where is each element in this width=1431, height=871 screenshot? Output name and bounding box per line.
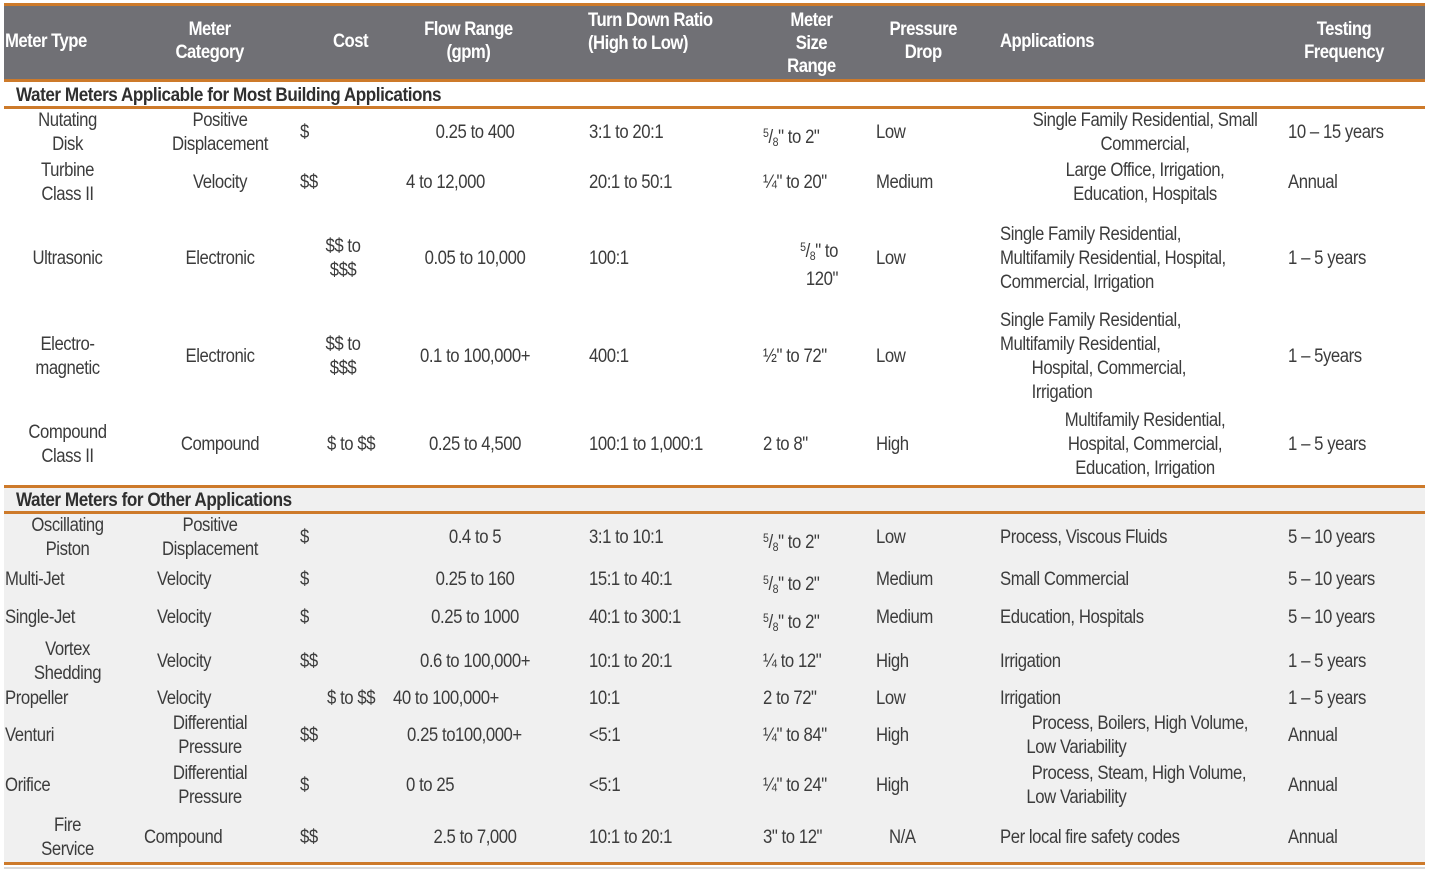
cell-line: Shedding [33, 663, 102, 684]
cell-line: Single-Jet [5, 607, 75, 628]
cell-line: High [876, 725, 909, 746]
cell-line: 100:1 to 1,000:1 [589, 434, 703, 455]
cell-pressure [876, 774, 909, 798]
cell-line: Multifamily Residential, [1000, 334, 1161, 355]
cell-line: 1 – 5years [1288, 346, 1362, 367]
cell-line: 0.25 to100,000+ [407, 725, 522, 746]
cell-line: $^5/_8$" to 2" [763, 611, 820, 634]
cell-line: Class II [41, 446, 94, 467]
cell-type [5, 687, 68, 711]
cell-type [5, 774, 50, 798]
cell-size [763, 774, 827, 798]
cell-line: <5:1 [589, 725, 621, 746]
cell-line: Medium [876, 172, 933, 193]
cell-line: Velocity [157, 569, 212, 590]
page-edge-line [4, 867, 1425, 869]
cell-cost [300, 724, 318, 748]
cell-line: Process, Boilers, High Volume, [1031, 713, 1249, 734]
cell-flow [393, 687, 499, 711]
cell-size [763, 650, 821, 674]
cell-line: 1 – 5 years [1288, 651, 1366, 672]
cell-type [13, 247, 123, 271]
cell-line: 4 to 12,000 [406, 172, 485, 193]
cell-line: 100:1 [589, 248, 629, 269]
column-header-line: Turn Down Ratio [588, 10, 713, 31]
cell-testing [1288, 345, 1362, 369]
cell-cost [300, 171, 318, 195]
cell-line: 120" [805, 269, 838, 290]
cell-line: Propeller [5, 688, 68, 709]
cell-cost [300, 606, 309, 630]
cell-applications [1017, 109, 1272, 157]
cell-line: $ [300, 122, 309, 143]
cell-line: Hospital, Commercial, [1067, 434, 1223, 455]
cell-testing [1288, 826, 1337, 850]
cell-line: 0.1 to 100,000+ [419, 346, 531, 367]
cell-line: Irrigation [1000, 651, 1061, 672]
cell-line: Medium [876, 569, 933, 590]
cell-line: Multifamily Residential, Hospital, [1000, 248, 1226, 269]
cell-turndown [589, 121, 663, 145]
cell-size [763, 121, 819, 154]
section-title-building: Water Meters Applicable for Most Building Applications [16, 85, 442, 106]
cell-line: Electronic [185, 248, 255, 269]
cell-size [763, 568, 819, 601]
cell-line: Large Office, Irrigation, [1065, 160, 1225, 181]
column-header-pressure [888, 18, 958, 64]
column-header-turndown [588, 9, 713, 55]
cell-line: Fire [53, 815, 82, 836]
column-header-line: Testing [1316, 19, 1372, 40]
cell-category [167, 345, 273, 369]
cell-pressure [876, 568, 933, 592]
cell-line: Irrigation [1031, 382, 1093, 403]
cell-line: $ [300, 607, 309, 628]
cell-line: Small Commercial [1000, 569, 1129, 590]
cell-testing [1288, 568, 1375, 592]
cell-line: Velocity [192, 172, 248, 193]
cell-line: Pressure [178, 737, 242, 758]
cell-line: 1 – 5 years [1288, 688, 1366, 709]
cell-turndown [589, 606, 681, 630]
column-header-line: Applications [1000, 31, 1094, 52]
cell-line: $$ to [325, 236, 361, 257]
cell-line: 10:1 to 20:1 [589, 827, 673, 848]
cell-pressure [876, 687, 905, 711]
cell-line: 400:1 [589, 346, 629, 367]
cell-turndown [589, 247, 629, 271]
cell-applications [1000, 650, 1061, 674]
cell-line: Compound [144, 827, 223, 848]
cell-line: 0.25 to 1000 [431, 607, 519, 628]
cell-category [167, 171, 273, 195]
column-header-category [170, 18, 249, 64]
cell-type [13, 814, 123, 862]
cell-line: 3:1 to 10:1 [589, 527, 664, 548]
cell-line: Oscillating [31, 515, 104, 536]
cell-size [763, 826, 822, 850]
cell-flow [409, 568, 541, 592]
column-header-line: Frequency [1304, 42, 1384, 63]
column-header-type [5, 30, 87, 53]
cell-applications [1017, 409, 1272, 481]
cell-pressure [876, 650, 909, 674]
cell-line: Education, Irrigation [1075, 458, 1215, 479]
column-header-line: Meter [188, 19, 231, 40]
cell-flow [409, 526, 541, 550]
cell-flow [409, 650, 541, 674]
cell-testing [1288, 121, 1384, 145]
cell-line: 40 to 100,000+ [393, 688, 499, 709]
cell-line: 0.25 to 400 [435, 122, 515, 143]
cell-applications [1000, 687, 1061, 711]
cell-line: 5 – 10 years [1288, 569, 1375, 590]
cell-size [763, 171, 827, 195]
cell-line: Velocity [157, 607, 212, 628]
cell-line: $ to $$ [327, 688, 376, 709]
cell-testing [1288, 247, 1366, 271]
cell-category [157, 650, 211, 674]
cell-line: Education, Hospitals [1073, 184, 1217, 205]
cell-flow [409, 121, 541, 145]
cell-line: High [876, 651, 909, 672]
cell-line: Compound [180, 434, 260, 455]
cell-line: 2 to 72" [763, 688, 817, 709]
cell-type [5, 724, 54, 748]
column-header-line: Meter Type [5, 31, 87, 52]
cell-applications [1000, 826, 1180, 850]
cell-turndown [589, 568, 672, 592]
cell-turndown [589, 650, 672, 674]
cell-turndown [589, 687, 620, 711]
cell-flow [409, 247, 541, 271]
cell-flow [409, 606, 541, 630]
cell-line: Single Family Residential, [1000, 310, 1181, 331]
cell-line: Medium [876, 607, 933, 628]
cell-cost [300, 650, 318, 674]
cell-testing [1288, 650, 1366, 674]
cell-size [763, 526, 819, 559]
cell-type [13, 333, 123, 381]
column-header-cost [333, 30, 368, 53]
cell-applications [1017, 159, 1272, 207]
cell-size [763, 433, 808, 457]
cell-line: $$ to [325, 334, 361, 355]
cell-line: Displacement [171, 134, 269, 155]
cell-line: Commercial, [1100, 134, 1190, 155]
cell-testing [1288, 606, 1375, 630]
cell-applications [1000, 712, 1248, 760]
cell-testing [1288, 433, 1366, 457]
cell-line: Nutating [38, 110, 97, 131]
cell-line: Positive [182, 515, 238, 536]
cell-pressure [889, 826, 916, 850]
cell-line: Low [876, 688, 906, 709]
cell-turndown [589, 433, 703, 457]
cell-line: Class II [41, 184, 94, 205]
cell-flow [409, 345, 541, 369]
column-header-testing [1300, 18, 1388, 64]
cell-line: 5 – 10 years [1288, 527, 1375, 548]
cell-applications [1000, 762, 1246, 810]
cell-line: 10 – 15 years [1288, 122, 1384, 143]
column-header-line: Flow Range [424, 19, 513, 40]
cell-line: 0.25 to 4,500 [429, 434, 521, 455]
cell-pressure [876, 526, 905, 550]
cell-line: $$$ [329, 358, 357, 379]
cell-line: ¼ to 12" [763, 651, 822, 672]
cell-line: 0.25 to 160 [435, 569, 515, 590]
cell-line: ¼" to 24" [763, 775, 827, 796]
cell-applications [1000, 568, 1129, 592]
cell-cost [300, 568, 309, 592]
cell-line: 0 to 25 [406, 775, 455, 796]
cell-line: 0.4 to 5 [448, 527, 502, 548]
cell-category [157, 687, 211, 711]
cell-line: $ [300, 527, 309, 548]
cell-line: 2 to 8" [763, 434, 808, 455]
cell-line: 0.6 to 100,000+ [419, 651, 531, 672]
cell-type [13, 638, 123, 686]
cell-cost [327, 687, 375, 711]
cell-line: Annual [1288, 775, 1338, 796]
cell-line: High [876, 434, 909, 455]
cell-line: magnetic [35, 358, 100, 379]
cell-line: 1 – 5 years [1288, 434, 1366, 455]
cell-line: $^5/_8$" to 2" [763, 531, 820, 554]
cell-line: Positive [192, 110, 248, 131]
cell-testing [1288, 526, 1375, 550]
cell-line: Piston [45, 539, 90, 560]
section-title-other: Water Meters for Other Applications [16, 490, 292, 511]
cell-line: <5:1 [589, 775, 621, 796]
column-header-line: Drop [904, 42, 942, 63]
cell-line: Velocity [157, 688, 212, 709]
cell-flow [407, 724, 522, 748]
cell-pressure [876, 345, 905, 369]
cell-applications [1000, 223, 1226, 295]
cell-line: Differential [172, 713, 248, 734]
cell-line: Orifice [5, 775, 51, 796]
cell-size [763, 724, 827, 748]
cell-type [5, 568, 64, 592]
cell-line: High [876, 775, 909, 796]
cell-applications [1000, 526, 1167, 550]
cell-line: Low [876, 527, 906, 548]
cell-size [763, 606, 819, 639]
cell-line: $$$ [329, 260, 357, 281]
cell-cost [300, 826, 318, 850]
cell-flow [406, 171, 485, 195]
cell-line: $$ [300, 827, 318, 848]
cell-line: 0.05 to 10,000 [424, 248, 526, 269]
cell-line: 10:1 to 20:1 [589, 651, 673, 672]
cell-line: Single Family Residential, Small [1032, 110, 1258, 131]
cell-turndown [589, 171, 672, 195]
cell-category [157, 762, 263, 810]
cell-line: Low [876, 346, 906, 367]
cell-line: $$ [300, 725, 318, 746]
cell-size [763, 345, 827, 369]
cell-line: 3:1 to 20:1 [589, 122, 664, 143]
cell-line: Single Family Residential, [1000, 224, 1181, 245]
cell-category [157, 712, 263, 760]
cell-line: $^5/_8$" to 2" [763, 126, 820, 149]
cell-line: 10:1 [589, 688, 620, 709]
cell-line: Annual [1288, 725, 1338, 746]
cell-applications [1000, 309, 1186, 405]
cell-line: 1 – 5 years [1288, 248, 1366, 269]
column-header-size [785, 9, 838, 78]
cell-size [772, 235, 838, 292]
column-header-line: Meter [790, 10, 833, 31]
cell-line: Annual [1288, 827, 1338, 848]
cell-line: 20:1 to 50:1 [589, 172, 673, 193]
cell-line: N/A [889, 827, 916, 848]
cell-turndown [589, 826, 672, 850]
cell-cost [300, 121, 309, 145]
column-header-line: Range [787, 56, 836, 77]
cell-line: $^5/_8$" to [800, 240, 838, 263]
cell-type [5, 606, 75, 630]
cell-line: 40:1 to 300:1 [589, 607, 681, 628]
cell-line: Disk [52, 134, 83, 155]
cell-cost [312, 235, 374, 283]
cell-testing [1288, 774, 1337, 798]
cell-line: Vortex [45, 639, 90, 660]
cell-line: Low [876, 248, 906, 269]
cell-category [144, 826, 222, 850]
cell-line: $ to $$ [327, 434, 376, 455]
cell-pressure [876, 606, 933, 630]
cell-line: Annual [1288, 172, 1338, 193]
cell-turndown [589, 724, 620, 748]
cell-line: Displacement [161, 539, 259, 560]
cell-testing [1288, 724, 1337, 748]
cell-testing [1288, 687, 1366, 711]
cell-line: Service [41, 839, 94, 860]
cell-cost [300, 526, 309, 550]
column-header-line: Cost [333, 31, 369, 52]
column-header-line: Category [175, 42, 244, 63]
cell-type [13, 109, 123, 157]
cell-pressure [876, 171, 933, 195]
cell-cost [300, 774, 309, 798]
cell-line: 3" to 12" [763, 827, 823, 848]
cell-type [13, 159, 123, 207]
cell-line: Pressure [178, 787, 242, 808]
cell-applications [1000, 606, 1144, 630]
cell-line: $^5/_8$" to 2" [763, 573, 820, 596]
cell-line: Low Variability [1026, 787, 1127, 808]
cell-line: Multifamily Residential, [1064, 410, 1226, 431]
cell-category [157, 514, 263, 562]
cell-line: Ultrasonic [32, 248, 103, 269]
cell-flow [406, 774, 454, 798]
cell-line: Multi-Jet [5, 569, 65, 590]
cell-line: 15:1 to 40:1 [589, 569, 673, 590]
cell-line: 2.5 to 7,000 [433, 827, 517, 848]
cell-category [167, 247, 273, 271]
column-header-flow [420, 18, 517, 64]
cell-line: Process, Viscous Fluids [1000, 527, 1168, 548]
column-header-line: Pressure [889, 19, 957, 40]
cell-line: Venturi [5, 725, 54, 746]
cell-line: Irrigation [1000, 688, 1061, 709]
column-header-line: Size [795, 33, 828, 54]
column-header-line: (gpm) [446, 42, 491, 63]
cell-category [157, 568, 211, 592]
cell-line: Electronic [185, 346, 255, 367]
cell-line: Turbine [41, 160, 94, 181]
cell-category [167, 109, 273, 157]
cell-cost [327, 433, 375, 457]
cell-line: $ [300, 775, 309, 796]
cell-pressure [876, 247, 905, 271]
cell-line: 5 – 10 years [1288, 607, 1375, 628]
cell-type [13, 514, 123, 562]
cell-category [157, 606, 211, 630]
cell-line: Commercial, Irrigation [1000, 272, 1154, 293]
cell-flow [409, 433, 541, 457]
table-bottom-rule [4, 862, 1425, 865]
cell-line: $ [300, 569, 309, 590]
cell-line: Electro- [40, 334, 95, 355]
column-header-line: (High to Low) [588, 33, 688, 54]
cell-line: Velocity [157, 651, 212, 672]
cell-line: ¼" to 20" [763, 172, 827, 193]
cell-line: ¼" to 84" [763, 725, 827, 746]
column-header-applications [1000, 30, 1094, 53]
cell-line: Compound [28, 422, 107, 443]
cell-pressure [876, 724, 909, 748]
cell-category [167, 433, 273, 457]
cell-line: $$ [300, 172, 318, 193]
cell-turndown [589, 345, 629, 369]
cell-pressure [876, 121, 905, 145]
cell-testing [1288, 171, 1337, 195]
cell-cost [312, 333, 374, 381]
cell-turndown [589, 526, 663, 550]
cell-pressure [876, 433, 909, 457]
cell-turndown [589, 774, 620, 798]
cell-line: $$ [300, 651, 318, 672]
cell-line: Differential [172, 763, 248, 784]
cell-line: ½" to 72" [763, 346, 827, 367]
cell-type [13, 421, 123, 469]
cell-line: Education, Hospitals [1000, 607, 1144, 628]
cell-line: Process, Steam, High Volume, [1031, 763, 1247, 784]
cell-line: Per local fire safety codes [1000, 827, 1180, 848]
cell-line: Hospital, Commercial, [1031, 358, 1186, 379]
cell-size [763, 687, 817, 711]
cell-line: Low Variability [1026, 737, 1127, 758]
cell-line: Low [876, 122, 906, 143]
cell-flow [409, 826, 541, 850]
